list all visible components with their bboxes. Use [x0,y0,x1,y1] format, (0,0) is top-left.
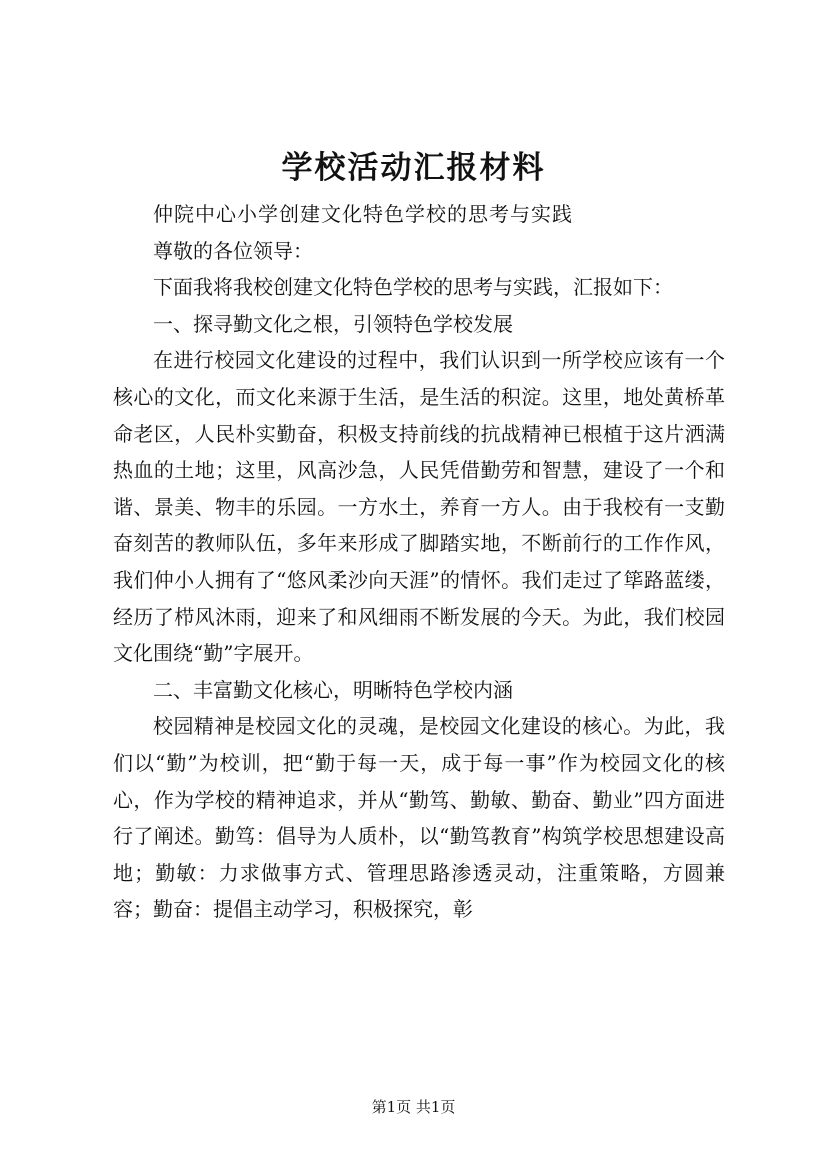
page-footer: 第1页 共1页 [371,1098,456,1116]
paragraph-subtitle: 仲院中心小学创建文化特色学校的思考与实践 [153,202,573,226]
paragraph-salutation: 尊敬的各位领导： [153,238,313,263]
section-heading-1: 一、探寻勤文化之根，引领特色学校发展 [153,311,513,336]
paragraph-section-1: 在进行校园文化建设的过程中，我们认识到一所学校应该有一个核心的文化，而文化来源于生活，是生活的积淀。这里，地处黄桥革命老区，人民朴实勤奋，积极支持前线的抗战精神已根植于这片洒满热血的土地；这里，风高沙急，人民凭借勤劳和智慧，建设了一个和谐、景美、物丰的乐园。一方水土，养育一方人。由于我校有一支勤奋刻苦的教师队伍，多年来形成了脚踏实地，不断前行的工作作风，我们仲小人拥有了“悠风柔沙向天涯”的情怀。我们走过了筚路蓝缕，经历了栉风沐雨，迎来了和风细雨不断发展的今天。为此，我们校园文化围绕“勤”字展开。 [113,348,725,666]
paragraph-section-2: 校园精神是校园文化的灵魂，是校园文化建设的核心。为此，我们以“勤”为校训，把“勤于每一天，成于每一事”作为校园文化的核心，作为学校的精神追求，并从“勤笃、勤敏、勤奋、勤业”四方面进行了阐述。勤笃：倡导为人质朴，以“勤笃教育”构筑学校思想建设高地；勤敏：力求做事方式、管理思路渗透灵动，注重策略，方圆兼容；勤奋：提倡主动学习，积极探究，彰 [113,714,725,922]
section-heading-2: 二、丰富勤文化核心，明晰特色学校内涵 [153,677,513,702]
paragraph-intro: 下面我将我校创建文化特色学校的思考与实践，汇报如下： [153,275,673,300]
document-title: 学校活动汇报材料 [281,150,546,186]
document-body [113,196,725,928]
